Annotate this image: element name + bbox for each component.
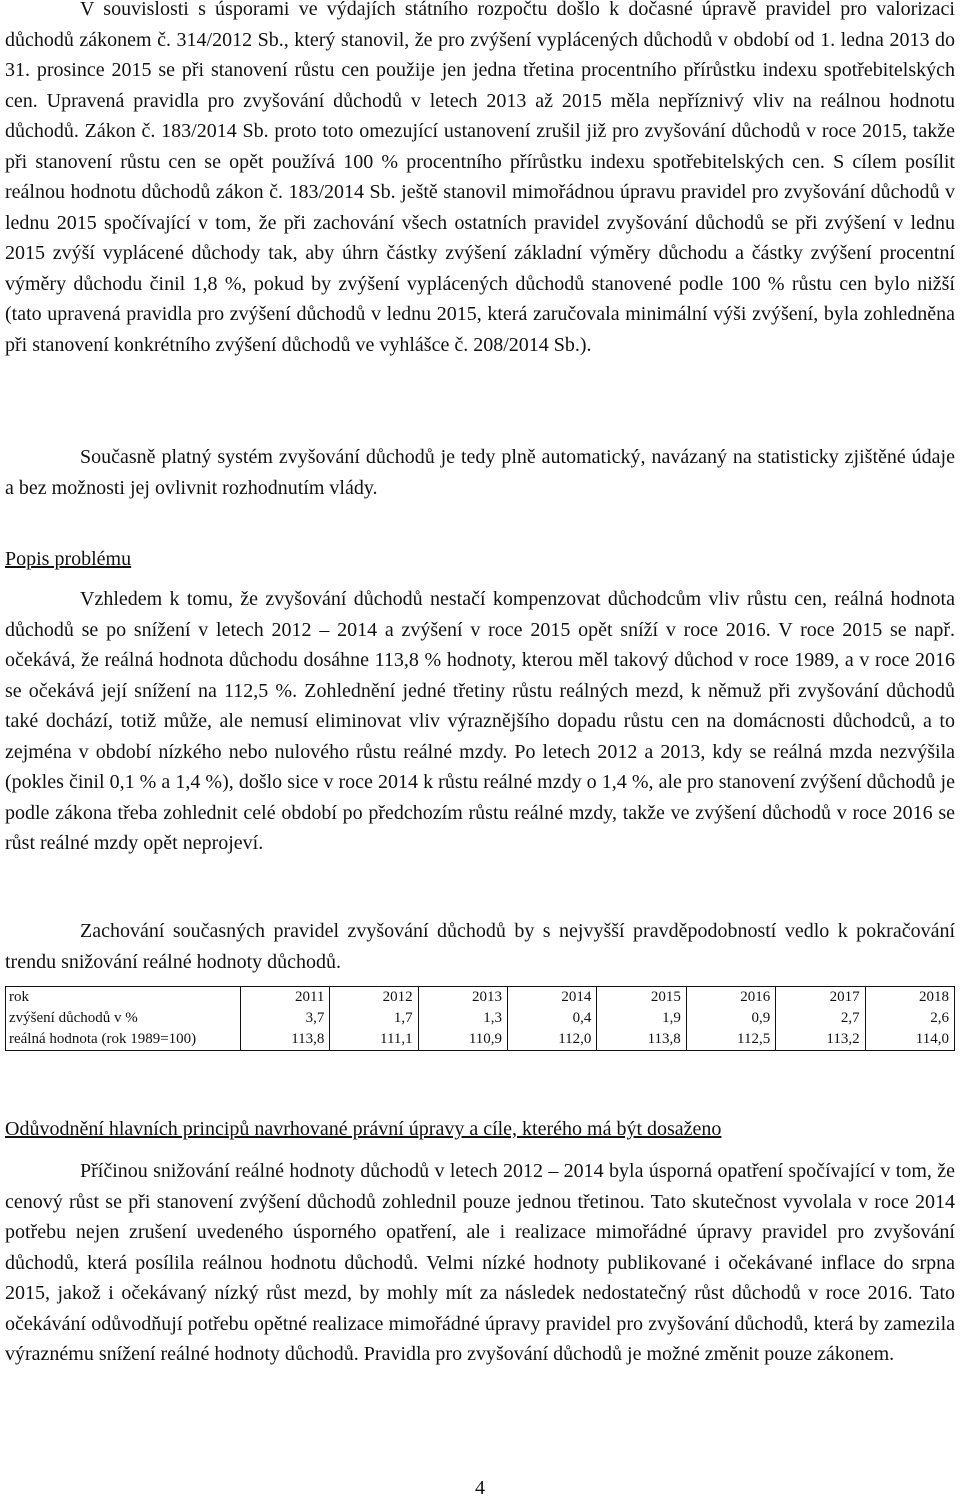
table-cell: 113,8 (597, 1029, 686, 1051)
table-cell: 2015 (597, 987, 686, 1009)
table-cell: 111,1 (330, 1029, 418, 1051)
table-cell: 3,7 (241, 1008, 330, 1029)
table-row (6, 1029, 955, 1051)
pension-table-wrapper (5, 986, 955, 1051)
heading-justification: Odůvodnění hlavních principů navrhované právní úpravy a cíle, kterého má být dosaženo (5, 1118, 722, 1140)
paragraph-trend: Zachování současných pravidel zvyšování důchodů by s nejvyšší pravděpodobností vedlo k pokračování trendu snižování reálné hodnoty důchodů. (5, 920, 955, 973)
paragraph-valorization-history: V souvislosti s úsporami ve výdajích státního rozpočtu došlo k dočasné úpravě pravidel pro valorizaci důchodů zákonem č. 314/2012 Sb., který stanovil, že pro zvýšení vyplácených důchodů v období od 1. ledna 2013 do 31. prosince 2015 se při stanovení růstu cen použije jen jedna třetina procentního přírůstku indexu spotřebitelských cen. Upravená pravidla pro zvyšování důchodů v letech 2013 až 2015 měla nepříznivý vliv na reálnou hodnotu důchodů. Zákon č. 183/2014 Sb. proto toto omezující ustanovení zrušil již pro zvyšování důchodů v roce 2015, takže při stanovení růstu cen se opět používá 100 % procentního přírůstku indexu spotřebitelských cen. S cílem posílit reálnou hodnotu důchodů zákon č. 183/2014 Sb. ještě stanovil mimořádnou úpravu pravidel pro zvyšování důchodů v lednu 2015 spočívající v tom, že při zachování všech ostatních pravidel zvyšování důchodů se při zvýšení v lednu 2015 zvýší vyplácené důchody tak, aby úhrn částky zvýšení základní výměry důchodu a částky zvýšení procentní výměry důchodu činil 1,8 %, pokud by zvýšení vyplácených důchodů stanovené podle 100 % růstu cen bylo nižší (tato upravená pravidla pro zvýšení důchodů v lednu 2015, která zaručovala minimální výši zvýšení, byla zohledněna při stanovení konkrétního zvýšení důchodů ve vyhlášce č. 208/2014 Sb.). (5, 0, 955, 356)
table-cell: 2,7 (776, 1008, 865, 1029)
heading-problem-description: Popis problému (5, 548, 132, 570)
table-row-label: reálná hodnota (rok 1989=100) (6, 1029, 241, 1051)
table-cell: 2,6 (865, 1008, 954, 1029)
table-row-label: rok (6, 987, 241, 1009)
table-cell: 112,5 (686, 1029, 775, 1051)
table-cell: 113,8 (241, 1029, 330, 1051)
table-cell: 1,9 (597, 1008, 686, 1029)
table-cell: 1,3 (418, 1008, 507, 1029)
table-cell: 2013 (418, 987, 507, 1009)
pension-table (5, 986, 955, 1051)
table-cell: 112,0 (508, 1029, 597, 1051)
table-cell: 2018 (865, 987, 954, 1009)
table-cell: 2017 (776, 987, 865, 1009)
table-row (6, 1008, 955, 1029)
table-cell: 1,7 (330, 1008, 418, 1029)
table-row (6, 987, 955, 1009)
table-cell: 2012 (330, 987, 418, 1009)
table-cell: 0,4 (508, 1008, 597, 1029)
table-cell: 2011 (241, 987, 330, 1009)
table-cell: 113,2 (776, 1029, 865, 1051)
table-row-label: zvýšení důchodů v % (6, 1008, 241, 1029)
table-cell: 0,9 (686, 1008, 775, 1029)
table-cell: 2014 (508, 987, 597, 1009)
paragraph-current-system: Současně platný systém zvyšování důchodů je tedy plně automatický, navázaný na statisticky zjištěné údaje a bez možnosti jej ovlivnit rozhodnutím vlády. (5, 446, 955, 499)
table-cell: 2016 (686, 987, 775, 1009)
table-cell: 114,0 (865, 1029, 954, 1051)
table-cell: 110,9 (418, 1029, 507, 1051)
paragraph-problem: Vzhledem k tomu, že zvyšování důchodů nestačí kompenzovat důchodcům vliv růstu cen, reálná hodnota důchodů se po snížení v letech 2012 – 2014 a zvýšení v roce 2015 opět sníží v roce 2016. V roce 2015 se např. očekává, že reálná hodnota důchodu dosáhne 113,8 % hodnoty, kterou měl takový důchod v roce 1989, a v roce 2016 se očekává její snížení na 112,5 %. Zohlednění jedné třetiny růstu reálných mezd, k němuž při zvyšování důchodů také dochází, totiž může, ale nemusí eliminovat vliv výraznějšího dopadu růstu cen na domácnosti důchodců, a to zejména v období nízkého nebo nulového růstu reálné mzdy. Po letech 2012 a 2013, kdy se reálná mzda nezvýšila (pokles činil 0,1 % a 1,4 %), došlo sice v roce 2014 k růstu reálné mzdy o 1,4 %, ale pro stanovení zvýšení důchodů je podle zákona třeba zohlednit celé období po předchozím růstu reálné mzdy, takže ve zvýšení důchodů v roce 2016 se růst reálné mzdy opět neprojeví. (5, 588, 955, 854)
page-number: 4 (475, 1477, 485, 1499)
paragraph-justification: Příčinou snižování reálné hodnoty důchodů v letech 2012 – 2014 byla úsporná opatření spočívající v tom, že cenový růst se při stanovení zvýšení důchodů zohlednil pouze jednou třetinou. Tato skutečnost vyvolala v roce 2014 potřebu nejen zrušení uvedeného úsporného opatření, ale i realizace mimořádné úpravy pravidel pro zvyšování důchodů, která posílila reálnou hodnotu důchodů. Velmi nízké hodnoty publikované i očekávané inflace do srpna 2015, jakož i očekávaný nízký růst mezd, by mohly mít za následek nedostatečný růst důchodů v roce 2016. Tato očekávání odůvodňují potřebu opětné realizace mimořádné úpravy pravidel pro zvyšování důchodů, která by zamezila výraznému snížení reálné hodnoty důchodů. Pravidla pro zvyšování důchodů je možné změnit pouze zákonem. (5, 1160, 955, 1365)
